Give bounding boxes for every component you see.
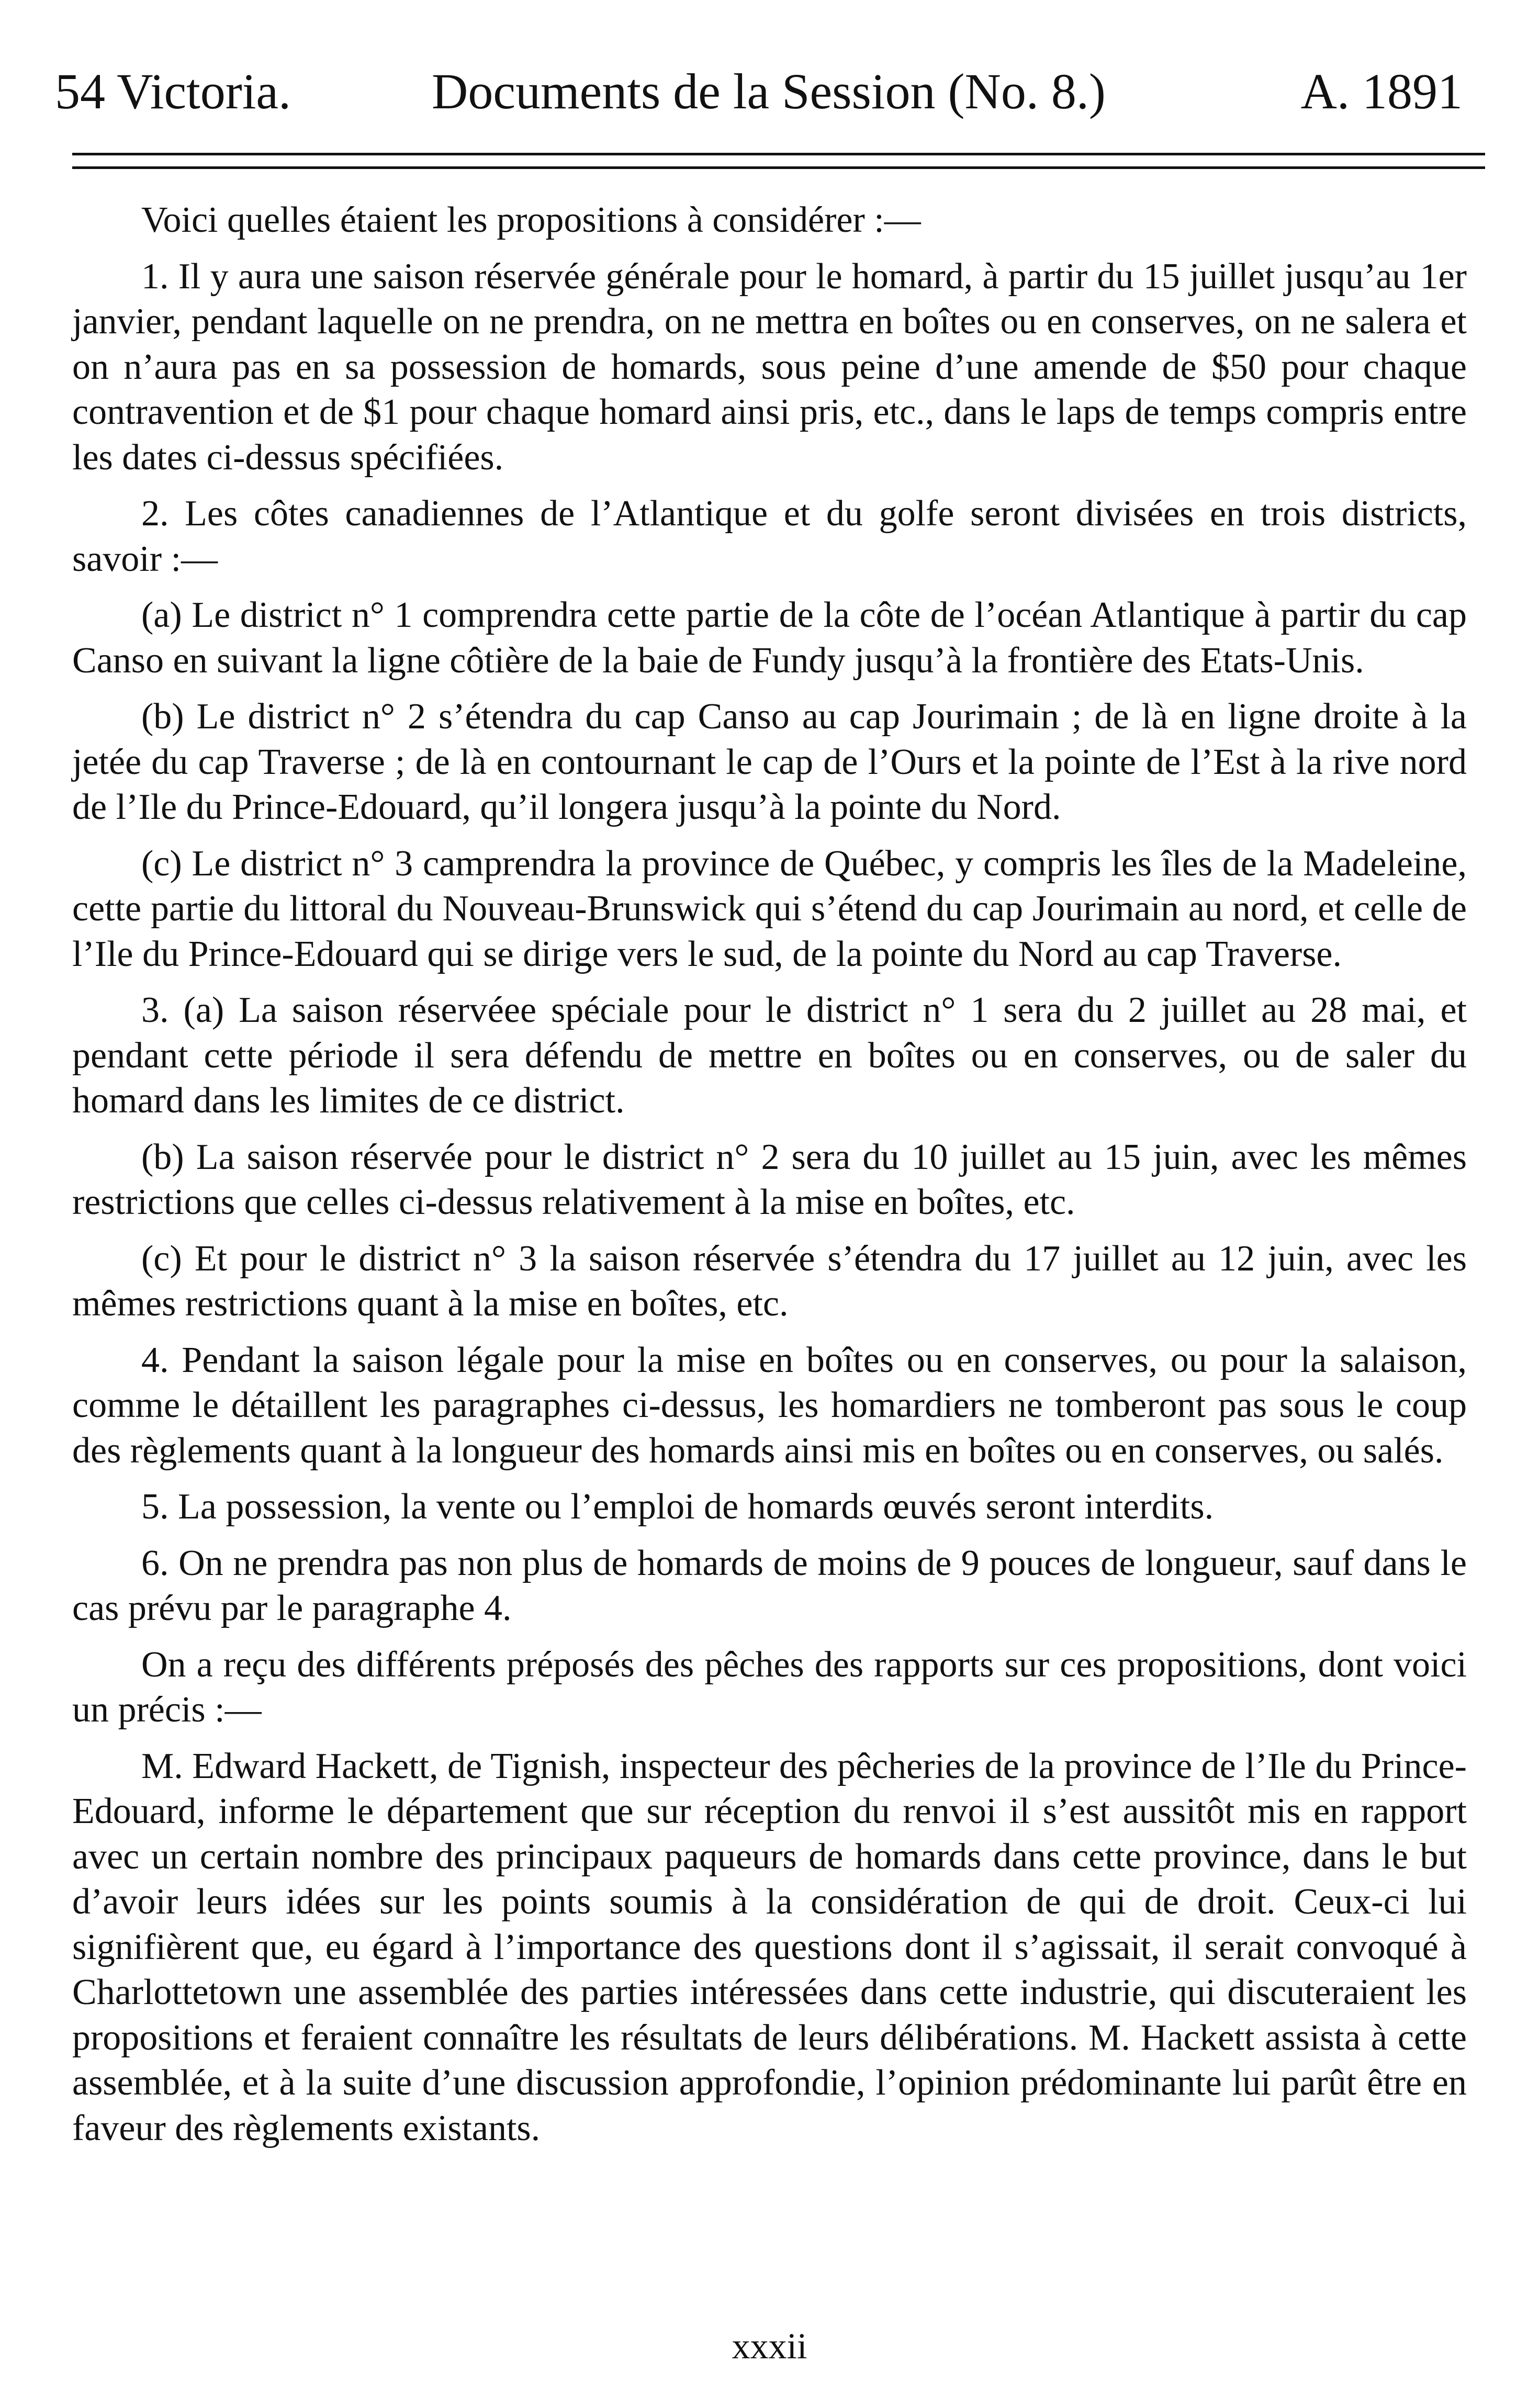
paragraph-2c: (c) Le district n° 3 camprendra la province de Québec, y compris les îles de la Madeleine, cette partie du littoral du Nouveau-Brunswick qui s’étend du cap Jourimain au nord, et celle de l’Ile du Prince-Edouard qui se dirige vers le sud, de la pointe du Nord au cap Traverse.: [72, 843, 1467, 974]
paragraph-2a: (a) Le district n° 1 comprendra cette partie de la côte de l’océan Atlantique à partir du cap Canso en suivant la ligne côtière de la baie de Fundy jusqu’à la frontière des Etats-Unis.: [72, 595, 1467, 681]
header-title: Documents de la Session (No. 8.): [432, 63, 1106, 119]
paragraph-2b: (b) Le district n° 2 s’étendra du cap Canso au cap Jourimain ; de là en ligne droite à la jetée du cap Traverse ; de là en contournant le cap de l’Ours et la pointe de l’Est à la rive nord de l’Ile du Prince-Edouard, qu’il longera jusqu’à la pointe du Nord.: [72, 696, 1467, 827]
paragraph-intro: Voici quelles étaient les propositions à considérer :—: [141, 200, 921, 240]
paragraph-3a: 3. (a) La saison réservéee spéciale pour le district n° 1 sera du 2 juillet au 28 mai, et pendant cette période il sera défendu de mettre en boîtes ou en conserves, ou de saler du homard dans les limites de ce district.: [72, 990, 1467, 1121]
paragraph-1: 1. Il y aura une saison réservée générale pour le homard, à partir du 15 juillet jusqu’au 1er janvier, pendant laquelle on ne prendra, on ne mettra en boîtes ou en conserves, on ne salera et on n’aura pas en sa possession de homards, sous peine d’une amende de $50 pour chaque contravention et de $1 pour chaque homard ainsi pris, etc., dans le laps de temps compris entre les dates ci-dessus spécifiées.: [72, 256, 1467, 478]
paragraph-hackett: M. Edward Hackett, de Tignish, inspecteur des pêcheries de la province de l’Ile du Prince-Edouard, informe le département que sur réception du renvoi il s’est aussitôt mis en rapport avec un certain nombre des principaux paqueurs de homards dans cette province, dans le but d’avoir leurs idées sur les points soumis à la considération de qui de droit. Ceux-ci lui signifièrent que, eu égard à l’importance des questions dont il s’agissait, il serait convoqué à Charlottetown une assemblée des parties intéressées dans cette industrie, qui discuteraient les propositions et feraient connaître les résultats de leurs délibérations. M. Hackett assista à cette assemblée, et à la suite d’une discussion approfondie, l’opinion prédominante lui parût être en faveur des règlements existants.: [72, 1746, 1467, 2148]
paragraph-2: 2. Les côtes canadiennes de l’Atlantique et du golfe seront divisées en trois districts, savoir :—: [72, 493, 1467, 579]
paragraph-reports: On a reçu des différents préposés des pêches des rapports sur ces propositions, dont voici un précis :—: [72, 1644, 1467, 1730]
page-folio: xxxii: [732, 2326, 807, 2367]
paragraph-3c: (c) Et pour le district n° 3 la saison réservée s’étendra du 17 juillet au 12 juin, avec les mêmes restrictions quant à la mise en boîtes, etc.: [72, 1238, 1467, 1324]
paragraph-5: 5. La possession, la vente ou l’emploi de homards œuvés seront interdits.: [141, 1487, 1214, 1527]
header-rule-top: [72, 153, 1485, 155]
paragraph-6: 6. On ne prendra pas non plus de homards de moins de 9 pouces de longueur, sauf dans le cas prévu par le paragraphe 4.: [72, 1543, 1467, 1628]
header-regnal-year: 54 Victoria.: [55, 63, 291, 119]
header-rule-bottom: [72, 166, 1485, 169]
paragraph-4: 4. Pendant la saison légale pour la mise en boîtes ou en conserves, ou pour la salaison, comme le détaillent les paragraphes ci-dessus, les homardiers ne tomberont pas sous le coup des règlements quant à la longueur des homards ainsi mis en boîtes ou en conserves, ou salés.: [72, 1340, 1467, 1471]
body-text: [72, 198, 1467, 2162]
header-year: A. 1891: [1300, 63, 1463, 119]
paragraph-3b: (b) La saison réservée pour le district n° 2 sera du 10 juillet au 15 juin, avec les mêmes restrictions que celles ci-dessus relativement à la mise en boîtes, etc.: [72, 1137, 1467, 1222]
running-header: [55, 58, 1463, 126]
